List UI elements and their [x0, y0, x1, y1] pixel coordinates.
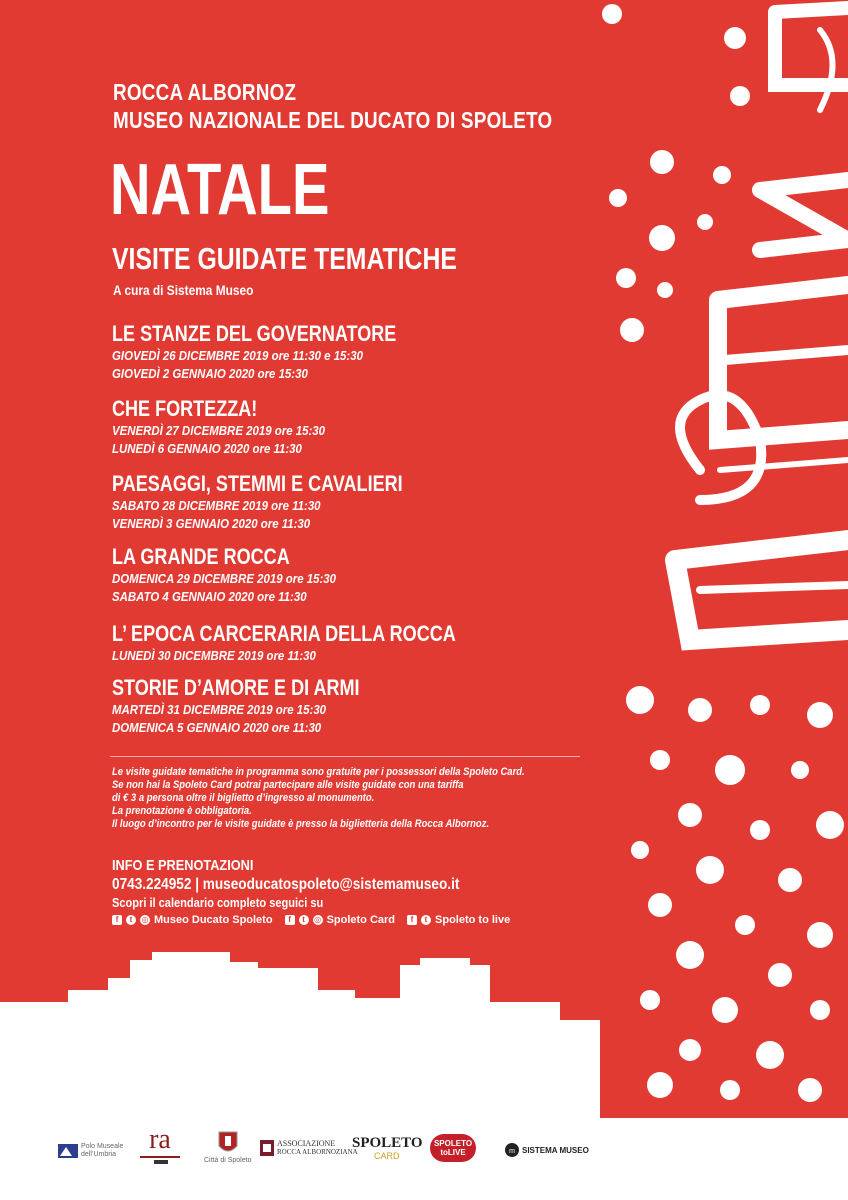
tour-name: L’ EPOCA CARCERARIA DELLA ROCCA — [112, 621, 456, 646]
tour-item — [112, 621, 531, 665]
divider — [110, 756, 580, 757]
tour-name: LA GRANDE ROCCA — [112, 544, 290, 569]
associazione-line2: ROCCA ALBORNOZIANA — [277, 1148, 358, 1156]
social-label-card[interactable]: Spoleto Card — [326, 914, 396, 926]
spoleto-card-logo — [352, 1136, 423, 1161]
tour-name: CHE FORTEZZA! — [112, 396, 258, 421]
twitter-icon[interactable]: t — [126, 915, 136, 925]
sistema-museo-icon — [505, 1143, 519, 1157]
coat-of-arms-icon — [217, 1130, 239, 1156]
sistema-museo-text: SISTEMA MUSEO — [522, 1145, 589, 1155]
monogram-letters — [675, 8, 848, 640]
tour-date: GIOVEDÌ 26 DICEMBRE 2019 ore 11:30 e 15:30 — [112, 348, 363, 363]
tour-date: VENERDÌ 3 GENNAIO 2020 ore 11:30 — [112, 516, 311, 531]
spoleto-card-text: SPOLETO — [352, 1135, 423, 1151]
note-line: di € 3 a persona oltre il biglietto d’ingresso al monumento. — [112, 792, 375, 804]
tour-item — [112, 544, 367, 606]
museum-header — [113, 78, 649, 134]
tour-date: DOMENICA 5 GENNAIO 2020 ore 11:30 — [112, 720, 322, 735]
spoleto-live-badge — [430, 1134, 476, 1162]
tour-item — [112, 396, 354, 458]
facebook-icon[interactable]: f — [112, 915, 122, 925]
tour-date: VENERDÌ 27 DICEMBRE 2019 ore 15:30 — [112, 423, 326, 438]
note-line: Se non hai la Spoleto Card potrai partecipare alle visite guidate con una tariffa — [112, 779, 464, 791]
twitter-icon[interactable]: t — [421, 915, 431, 925]
comune-text: Città di Spoleto — [204, 1157, 252, 1164]
twitter-icon[interactable]: t — [299, 915, 309, 925]
contact-line[interactable]: 0743.224952 | museoducatospoleto@sistemamuseo.it — [112, 876, 460, 893]
info-heading: INFO E PRENOTAZIONI — [112, 857, 254, 874]
ra-logo-text: ra — [149, 1124, 171, 1155]
tour-date: DOMENICA 29 DICEMBRE 2019 ore 15:30 — [112, 571, 337, 586]
spoleto-card-subtext: CARD — [374, 1151, 400, 1161]
ra-logo — [140, 1126, 180, 1164]
instagram-icon[interactable]: ◎ — [141, 915, 149, 924]
comune-spoleto-logo — [204, 1130, 251, 1165]
tour-date: MARTEDÌ 31 DICEMBRE 2019 ore 15:30 — [112, 702, 327, 717]
page-subtitle: VISITE GUIDATE TEMATICHE — [112, 241, 457, 276]
sponsor-logos — [0, 1118, 848, 1200]
associazione-logo — [260, 1140, 358, 1156]
tour-date: LUNEDÌ 30 DICEMBRE 2019 ore 11:30 — [112, 648, 316, 663]
tour-date: SABATO 4 GENNAIO 2020 ore 11:30 — [112, 589, 307, 604]
tour-date: LUNEDÌ 6 GENNAIO 2020 ore 11:30 — [112, 441, 302, 456]
tour-name: LE STANZE DEL GOVERNATORE — [112, 321, 397, 346]
tour-item — [112, 675, 414, 737]
sistema-museo-logo — [505, 1143, 589, 1157]
spoleto-live-text: SPOLETO — [433, 1139, 473, 1148]
museum-name: ROCCA ALBORNOZ — [113, 79, 297, 105]
social-label-live[interactable]: Spoleto to live — [435, 914, 511, 926]
tour-date: GIOVEDÌ 2 GENNAIO 2020 ore 15:30 — [112, 366, 308, 381]
associazione-text — [277, 1140, 358, 1156]
facebook-icon[interactable]: f — [285, 915, 295, 925]
tour-date: SABATO 28 DICEMBRE 2019 ore 11:30 — [112, 498, 321, 513]
museum-subname: MUSEO NAZIONALE DEL DUCATO DI SPOLETO — [113, 107, 553, 133]
facebook-icon[interactable]: f — [407, 915, 417, 925]
note-line: La prenotazione è obbligatoria. — [112, 805, 252, 817]
spoleto-live-logo — [430, 1134, 476, 1162]
notes-block — [112, 766, 592, 831]
note-line: Il luogo d’incontro per le visite guidate è presso la biglietteria della Rocca Albornoz. — [112, 818, 490, 830]
info-block — [112, 856, 521, 927]
calendar-line: Scopri il calendario completo seguici su — [112, 895, 324, 910]
spoleto-live-subtext: toLIVE — [440, 1148, 466, 1157]
associazione-line1: ASSOCIAZIONE — [277, 1139, 336, 1148]
ra-logo-mark — [140, 1154, 180, 1164]
associazione-icon — [260, 1140, 274, 1156]
tour-item — [112, 471, 466, 533]
city-skyline — [0, 952, 600, 1118]
polo-museale-text: Polo Museale dell’Umbria — [81, 1143, 124, 1158]
polo-museale-icon — [58, 1142, 78, 1160]
curator-credit: A cura di Sistema Museo — [113, 282, 254, 298]
tour-item — [112, 321, 459, 383]
note-line: Le visite guidate tematiche in programma sono gratuite per i possessori della Spoleto Card. — [112, 766, 525, 778]
polo-museale-logo — [58, 1142, 127, 1160]
social-links — [112, 913, 521, 927]
svg-text:m: m — [509, 1148, 515, 1155]
page-title: NATALE — [110, 150, 330, 230]
tour-name: STORIE D’AMORE E DI ARMI — [112, 675, 360, 700]
social-label-museo[interactable]: Museo Ducato Spoleto — [154, 914, 273, 926]
tour-name: PAESAGGI, STEMMI E CAVALIERI — [112, 471, 403, 496]
instagram-icon[interactable]: ◎ — [314, 915, 322, 924]
